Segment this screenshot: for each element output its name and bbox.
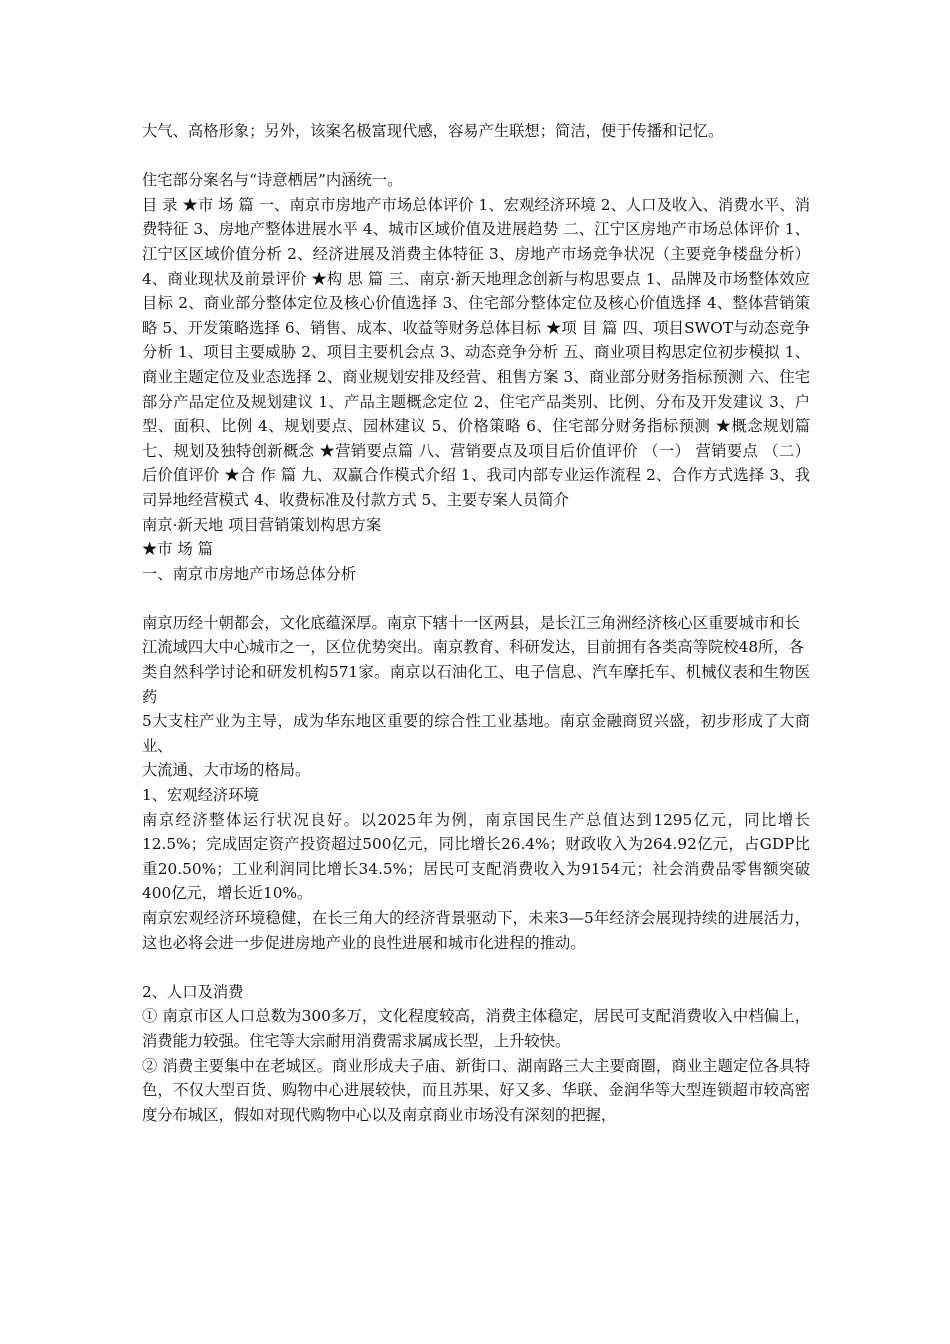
blank-line	[142, 586, 810, 611]
nanjing-line: 5大支柱产业为主导，成为华东地区重要的综合性工业基地。南京金融商贸兴盛，初步形成了大商业、	[142, 712, 810, 755]
section-heading-one: 一、南京市房地产市场总体分析	[142, 564, 357, 583]
macro-heading: 1、宏观经济环境	[142, 786, 259, 805]
blank-line	[142, 955, 810, 980]
section-heading-market: ★市 场 篇	[142, 540, 213, 559]
nanjing-line: 大流通、大市场的格局。	[142, 761, 311, 780]
document-title: 南京·新天地 项目营销策划构思方案	[142, 515, 382, 534]
residential-note: 住宅部分案名与“诗意栖居”内涵统一。	[142, 171, 403, 190]
intro-line: 大气、高格形象；另外，该案名极富现代感，容易产生联想；简洁，便于传播和记忆。	[142, 122, 724, 140]
table-of-contents: 目 录 ★市 场 篇 一、南京市房地产市场总体评价 1、宏观经济环境 2、人口及收入、消费水平、消费特征 3、房地产整体进展水平 4、城市区域价值及进展趋势 二、江宁区房地产市场总体评价 1、江宁区区域价值分析 2、经济进展及消费主体特征 3、房地产市场竞争状况（主要竞争楼盘分析） 4、商业现状及前景评价 ★构 思 篇 三、南京·新天地理念创新与构思要点 1、品牌及市场整体效应目标 2、商业部分整体定位及核心价值选择 3、住宅部分整体定位及核心价值选择 4、整体营销策略 5、开发策略选择 6、销售、成本、收益等财务总体目标 ★项 目 篇 四、项目SWOT与动态竞争分析 1、项目主要威胁 2、项目主要机会点 3、动态竞争分析 五、商业项目构思定位初步模拟 1、商业主题定位及业态选择 2、商业规划安排及经营、租售方案 3、商业部分财务指标预测 六、住宅部分产品定位及规划建议 1、产品主题概念定位 2、住宅产品类别、比例、分布及开发建议 3、户型、面积、比例 4、规划要点、园林建议 5、价格策略 6、住宅部分财务指标预测 ★概念规划篇 七、规划及独特创新概念 ★营销要点篇 八、营销要点及项目后价值评价 （一） 营销要点 （二） 后价值评价 ★合 作 篇 九、双赢合作模式介绍 1、我司内部专业运作流程 2、合作方式选择 3、我司异地经营模式 4、收费标准及付款方式 5、主要专案人员简介	[142, 195, 810, 509]
nanjing-line: 类自然科学讨论和研发机构571家。南京以石油化工、电子信息、汽车摩托车、机械仪表和生物医药	[142, 663, 810, 706]
macro-paragraph: 南京经济整体运行状况良好。以2025年为例，南京国民生产总值达到1295亿元，同比增长12.5%；完成固定资产投资超过500亿元，同比增长26.4%；财政收入为264.92亿元，占GDP比重20.50%；工业利润同比增长34.5%；居民可支配消费收入为9154元；社会消费品零售额突破400亿元，增长近10%。	[142, 810, 810, 903]
nanjing-line: 江流域四大中心城市之一，区位优势突出。南京教育、科研发达，目前拥有各类高等院校48所，各	[142, 638, 804, 657]
document-page	[142, 119, 810, 1127]
population-heading: 2、人口及消费	[142, 982, 244, 1001]
macro-paragraph: 南京宏观经济环境稳健，在长三角大的经济背景驱动下，未来3—5年经济会展现持续的进展活力，这也必将会进一步促进房地产业的良性进展和城市化进程的推动。	[142, 909, 810, 952]
population-paragraph: ① 南京市区人口总数为300多万，文化程度较高，消费主体稳定，居民可支配消费收入中档偏上，消费能力较强。住宅等大宗耐用消费需求属成长型，上升较快。	[142, 1007, 810, 1050]
nanjing-line: 南京历经十朝都会，文化底蕴深厚。南京下辖十一区两县，是长江三角洲经济核心区重要城市和长	[142, 613, 800, 632]
population-paragraph: ② 消费主要集中在老城区。商业形成夫子庙、新街口、湖南路三大主要商圈，商业主题定位各具特色，不仅大型百货、购物中心进展较快，而且苏果、好又多、华联、金润华等大型连锁超市较高密度分布城区，假如对现代购物中心以及南京商业市场没有深刻的把握，	[142, 1056, 810, 1124]
blank-line	[142, 144, 810, 169]
